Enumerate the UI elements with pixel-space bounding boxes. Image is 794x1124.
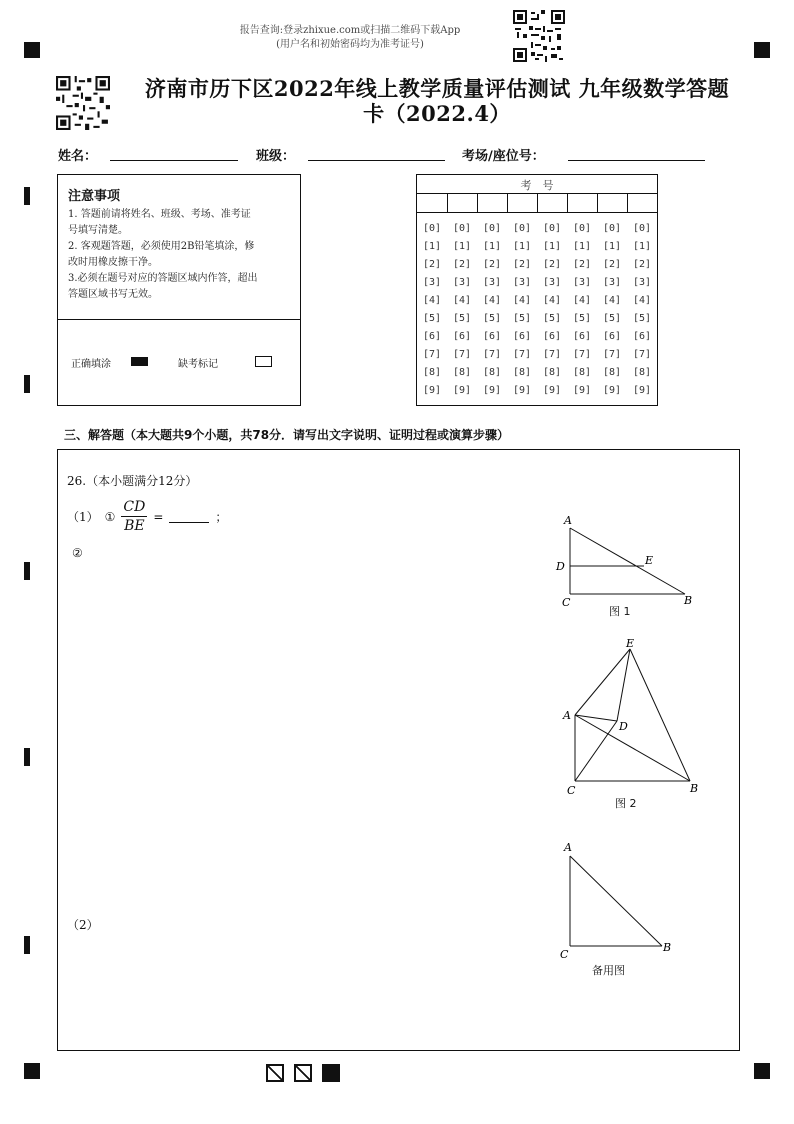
fig1-point-c: C xyxy=(562,596,571,609)
attention-lines xyxy=(68,207,293,303)
digit-bubble[interactable]: [0] xyxy=(512,223,532,234)
fig1-segment-ab xyxy=(570,528,685,594)
page-title-line2: 卡（2022.4） xyxy=(363,101,511,126)
attention-divider xyxy=(58,319,300,320)
attention-line: 改时用橡皮擦干净。 xyxy=(68,257,158,268)
digit-bubble[interactable]: [3] xyxy=(572,277,592,288)
digit-bubble[interactable]: [1] xyxy=(542,241,562,252)
digit-bubble[interactable]: [1] xyxy=(482,241,502,252)
digit-bubble[interactable]: [0] xyxy=(572,223,592,234)
qr-code-icon[interactable] xyxy=(56,76,110,130)
digit-bubble[interactable]: [7] xyxy=(512,349,532,360)
exam-number-box xyxy=(416,174,658,406)
figure-1-caption: 图 1 xyxy=(609,605,631,618)
fig2-segment-ed xyxy=(617,649,630,721)
fig2-point-e: E xyxy=(626,637,635,650)
exam-number-column xyxy=(537,220,567,400)
corner-mark-bottom-right xyxy=(754,1063,770,1079)
digit-bubble[interactable]: [8] xyxy=(512,367,532,378)
digit-bubble[interactable]: [8] xyxy=(482,367,502,378)
digit-bubble[interactable]: [0] xyxy=(482,223,502,234)
digit-bubble[interactable]: [1] xyxy=(632,241,652,252)
digit-bubble[interactable]: [1] xyxy=(602,241,622,252)
digit-bubble[interactable]: [8] xyxy=(542,367,562,378)
digit-bubble[interactable]: [1] xyxy=(422,241,442,252)
digit-bubble[interactable]: [9] xyxy=(482,385,502,396)
digit-bubble[interactable]: [6] xyxy=(512,331,532,342)
report-notice-line2: (用户名和初始密码均为准考证号) xyxy=(276,39,424,50)
fig3-point-c: C xyxy=(560,948,569,961)
exam-number-header: 考 号 xyxy=(520,179,554,192)
digit-bubble[interactable]: [9] xyxy=(632,385,652,396)
question-number: 26.（本小题满分12分） xyxy=(67,474,198,488)
timing-mark xyxy=(24,375,30,393)
class-label: 班级： xyxy=(256,149,296,164)
attention-title: 注意事项 xyxy=(68,189,121,204)
corner-mark-top-right xyxy=(754,42,770,58)
figure-2-caption: 图 2 xyxy=(615,797,637,810)
attention-line: 号填写清楚。 xyxy=(68,225,128,236)
qr-code-icon[interactable] xyxy=(513,10,565,62)
digit-bubble[interactable]: [7] xyxy=(542,349,562,360)
fraction-cd-be xyxy=(121,498,147,535)
digit-bubble[interactable]: [5] xyxy=(632,313,652,324)
digit-bubble[interactable]: [5] xyxy=(602,313,622,324)
timing-mark xyxy=(24,187,30,205)
exam-number-column xyxy=(507,220,537,400)
exam-number-write-row xyxy=(417,194,657,213)
digit-bubble[interactable]: [0] xyxy=(602,223,622,234)
digit-bubble[interactable]: [2] xyxy=(572,259,592,270)
correct-fill-sample-icon xyxy=(131,357,148,366)
timing-mark xyxy=(24,936,30,954)
digit-bubble[interactable]: [3] xyxy=(602,277,622,288)
attention-line: 1. 答题前请将姓名、班级、考场、准考证 xyxy=(68,209,251,220)
fig2-segment-cd xyxy=(575,721,617,781)
fig2-point-b: B xyxy=(690,782,699,795)
digit-bubble[interactable]: [7] xyxy=(482,349,502,360)
digit-bubble[interactable]: [4] xyxy=(482,295,502,306)
digit-bubble[interactable]: [3] xyxy=(452,277,472,288)
exam-number-column xyxy=(477,220,507,400)
digit-bubble[interactable]: [4] xyxy=(542,295,562,306)
semicolon: ； xyxy=(215,510,228,524)
digit-bubble[interactable]: [9] xyxy=(542,385,562,396)
digit-bubble[interactable]: [9] xyxy=(572,385,592,396)
digit-bubble[interactable]: [7] xyxy=(602,349,622,360)
digit-bubble[interactable]: [8] xyxy=(632,367,652,378)
digit-bubble[interactable]: [1] xyxy=(512,241,532,252)
fig2-segment-eb xyxy=(630,649,690,781)
fig2-segment-ab xyxy=(575,715,690,781)
attention-line: 3.必须在题号对应的答题区域内作答，超出 xyxy=(68,273,258,284)
digit-bubble[interactable]: [2] xyxy=(422,259,442,270)
fig1-point-b: B xyxy=(684,594,693,607)
report-notice xyxy=(200,24,500,52)
attention-line: 2. 客观题答题，必须使用2B铅笔填涂，修 xyxy=(68,241,255,252)
digit-bubble[interactable]: [2] xyxy=(602,259,622,270)
digit-bubble[interactable]: [9] xyxy=(422,385,442,396)
digit-bubble[interactable]: [0] xyxy=(632,223,652,234)
digit-bubble[interactable]: [2] xyxy=(512,259,532,270)
digit-bubble[interactable]: [4] xyxy=(572,295,592,306)
digit-bubble[interactable]: [6] xyxy=(422,331,442,342)
digit-bubble[interactable]: [4] xyxy=(452,295,472,306)
digit-bubble[interactable]: [8] xyxy=(572,367,592,378)
digit-bubble[interactable]: [4] xyxy=(512,295,532,306)
exam-number-column xyxy=(447,220,477,400)
digit-bubble[interactable]: [5] xyxy=(482,313,502,324)
timing-mark xyxy=(24,562,30,580)
digit-bubble[interactable]: [2] xyxy=(542,259,562,270)
digit-bubble[interactable]: [7] xyxy=(452,349,472,360)
fig3-segment-ab xyxy=(570,856,662,946)
seat-label: 考场/座位号： xyxy=(462,149,545,164)
digit-bubble[interactable]: [9] xyxy=(512,385,532,396)
digit-bubble[interactable]: [6] xyxy=(542,331,562,342)
digit-bubble[interactable]: [6] xyxy=(602,331,622,342)
digit-bubble[interactable]: [4] xyxy=(602,295,622,306)
digit-bubble[interactable]: [2] xyxy=(452,259,472,270)
digit-bubble[interactable]: [0] xyxy=(422,223,442,234)
digit-bubble[interactable]: [3] xyxy=(482,277,502,288)
digit-bubble[interactable]: [5] xyxy=(512,313,532,324)
fig1-point-a: A xyxy=(564,514,572,527)
digit-bubble[interactable]: [6] xyxy=(632,331,652,342)
fraction-numerator: CD xyxy=(123,499,146,515)
fig1-point-e: E xyxy=(645,554,654,567)
digit-bubble[interactable]: [4] xyxy=(422,295,442,306)
digit-bubble[interactable]: [0] xyxy=(452,223,472,234)
fraction-denominator: BE xyxy=(124,518,145,534)
digit-bubble[interactable]: [3] xyxy=(542,277,562,288)
attention-box xyxy=(57,174,301,406)
timing-mark xyxy=(24,748,30,766)
fig2-segment-ad xyxy=(575,715,617,721)
section-title: 三、解答题（本大题共9个小题，共78分．请写出文字说明、证明过程或演算步骤） xyxy=(64,428,510,442)
digit-bubble[interactable]: [5] xyxy=(422,313,442,324)
digit-bubble[interactable]: [6] xyxy=(482,331,502,342)
name-label: 姓名： xyxy=(58,149,98,164)
part1-label: （1） xyxy=(67,510,99,524)
attention-line: 答题区域书写无效。 xyxy=(68,289,158,300)
digit-bubble[interactable]: [1] xyxy=(452,241,472,252)
report-notice-line1: 报告查询:登录zhixue.com或扫描二维码下载App xyxy=(239,25,461,36)
figure-3-caption: 备用图 xyxy=(592,964,625,977)
part2-label: （2） xyxy=(67,918,99,932)
fig2-point-d: D xyxy=(619,720,628,733)
exam-number-column xyxy=(567,220,597,400)
digit-bubble[interactable]: [2] xyxy=(482,259,502,270)
fig2-point-a: A xyxy=(563,709,571,722)
digit-bubble[interactable]: [2] xyxy=(632,259,652,270)
class-field[interactable] xyxy=(308,160,445,161)
seat-field[interactable] xyxy=(568,160,705,161)
digit-bubble[interactable]: [6] xyxy=(572,331,592,342)
figure-3 xyxy=(553,838,713,963)
digit-bubble[interactable]: [9] xyxy=(452,385,472,396)
page-mark-solid xyxy=(322,1064,340,1082)
corner-mark-bottom-left xyxy=(24,1063,40,1079)
name-field[interactable] xyxy=(110,160,238,161)
digit-bubble[interactable]: [9] xyxy=(602,385,622,396)
fig3-point-b: B xyxy=(663,941,672,954)
figure-2 xyxy=(553,637,713,797)
correct-fill-label: 正确填涂 xyxy=(71,359,111,370)
fig2-point-c: C xyxy=(567,784,576,797)
digit-bubble[interactable]: [3] xyxy=(512,277,532,288)
exam-number-bubbles xyxy=(417,220,657,400)
subpart2-marker: ② xyxy=(72,546,83,560)
fig2-segment-ea xyxy=(575,649,630,715)
digit-bubble[interactable]: [3] xyxy=(422,277,442,288)
digit-bubble[interactable]: [7] xyxy=(572,349,592,360)
fig1-point-d: D xyxy=(556,560,565,573)
fig3-point-a: A xyxy=(564,841,572,854)
page-mark-hatched xyxy=(266,1064,284,1082)
digit-bubble[interactable]: [7] xyxy=(632,349,652,360)
page-mark-hatched xyxy=(294,1064,312,1082)
exam-number-column xyxy=(627,220,657,400)
digit-bubble[interactable]: [5] xyxy=(572,313,592,324)
digit-bubble[interactable]: [0] xyxy=(542,223,562,234)
subpart1-marker: ① xyxy=(104,509,116,524)
page-title xyxy=(120,76,754,126)
digit-bubble[interactable]: [4] xyxy=(632,295,652,306)
exam-number-column xyxy=(597,220,627,400)
answer-box xyxy=(57,449,740,1051)
digit-bubble[interactable]: [5] xyxy=(452,313,472,324)
answer-blank[interactable] xyxy=(169,510,209,523)
digit-bubble[interactable]: [8] xyxy=(452,367,472,378)
absent-mark-label: 缺考标记 xyxy=(178,359,218,370)
part1-row xyxy=(67,498,227,535)
digit-bubble[interactable]: [6] xyxy=(452,331,472,342)
corner-mark-top-left xyxy=(24,42,40,58)
digit-bubble[interactable]: [8] xyxy=(422,367,442,378)
exam-number-column xyxy=(417,220,447,400)
digit-bubble[interactable]: [5] xyxy=(542,313,562,324)
digit-bubble[interactable]: [3] xyxy=(632,277,652,288)
digit-bubble[interactable]: [8] xyxy=(602,367,622,378)
equals-sign: = xyxy=(153,509,164,524)
digit-bubble[interactable]: [1] xyxy=(572,241,592,252)
page-title-line1: 济南市历下区2022年线上教学质量评估测试 九年级数学答题 xyxy=(144,76,730,101)
absent-mark-box[interactable] xyxy=(255,356,272,367)
digit-bubble[interactable]: [7] xyxy=(422,349,442,360)
